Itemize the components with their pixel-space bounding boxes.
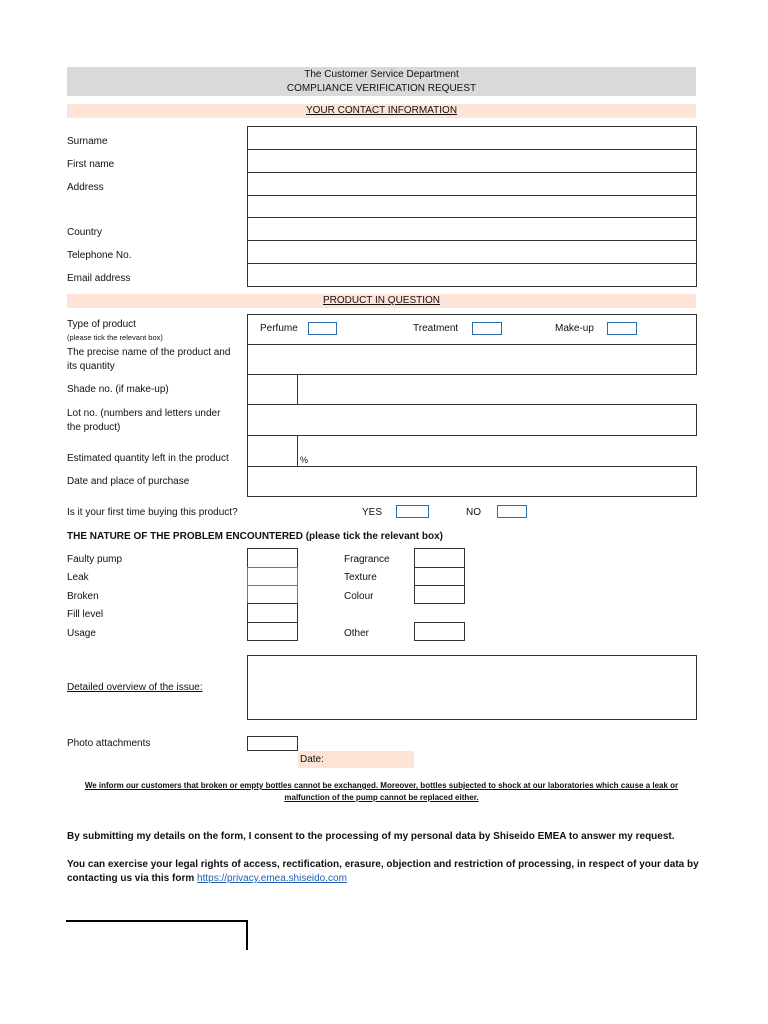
date-place-label: Date and place of purchase [67, 476, 190, 487]
country-field[interactable] [247, 217, 697, 241]
fill-level-label: Fill level [67, 609, 104, 620]
product-section-title: PRODUCT IN QUESTION [67, 294, 696, 308]
email-field[interactable] [247, 263, 697, 287]
surname-label: Surname [67, 136, 108, 147]
no-checkbox[interactable] [497, 505, 527, 518]
problem-section-title: THE NATURE OF THE PROBLEM ENCOUNTERED (please tick the relevant box) [67, 531, 443, 542]
address-field-line1[interactable] [247, 172, 697, 196]
email-label: Email address [67, 273, 131, 284]
address-label: Address [67, 182, 104, 193]
usage-checkbox[interactable] [247, 622, 298, 641]
precise-name-label-line2: its quantity [67, 361, 115, 372]
broken-label: Broken [67, 591, 99, 602]
consent-text: By submitting my details on the form, I consent to the processing of my personal data by Shiseido EMEA to answer my request. [67, 831, 675, 842]
leak-checkbox[interactable] [247, 567, 298, 586]
department-title: The Customer Service Department [304, 69, 459, 80]
other-checkbox[interactable] [414, 622, 465, 641]
footer-rule [66, 920, 247, 922]
contact-section-title: YOUR CONTACT INFORMATION [67, 104, 696, 118]
photo-label: Photo attachments [67, 738, 151, 749]
makeup-checkbox[interactable] [607, 322, 637, 335]
colour-checkbox[interactable] [414, 585, 465, 604]
treatment-label: Treatment [413, 323, 459, 334]
lot-field[interactable] [247, 404, 697, 436]
overview-field[interactable] [247, 655, 697, 720]
colour-label: Colour [344, 591, 374, 602]
date-label: Date: [300, 754, 324, 765]
texture-label: Texture [344, 572, 377, 583]
date-field[interactable] [298, 751, 414, 768]
fragrance-checkbox[interactable] [414, 548, 465, 568]
broken-checkbox[interactable] [247, 585, 298, 604]
treatment-checkbox[interactable] [472, 322, 502, 335]
rights-paragraph [67, 858, 699, 886]
telephone-label: Telephone No. [67, 250, 132, 261]
makeup-label: Make-up [555, 323, 594, 334]
faulty-pump-checkbox[interactable] [247, 548, 298, 568]
faulty-pump-label: Faulty pump [67, 554, 123, 565]
date-place-field[interactable] [247, 466, 697, 497]
first-name-field[interactable] [247, 149, 697, 173]
form-header [67, 67, 696, 96]
photo-attachment-field[interactable] [247, 736, 298, 751]
surname-field[interactable] [247, 126, 697, 150]
lot-label-line2: the product) [67, 422, 121, 433]
perfume-checkbox[interactable] [308, 322, 337, 335]
shade-field[interactable] [247, 374, 298, 405]
address-field-line2[interactable] [247, 195, 697, 218]
precise-name-label-line1: The precise name of the product and [67, 347, 231, 358]
product-type-hint: (please tick the relevant box) [67, 333, 163, 342]
telephone-field[interactable] [247, 240, 697, 264]
overview-label: Detailed overview of the issue: [67, 682, 203, 693]
precise-name-field[interactable] [247, 344, 697, 375]
no-label: NO [466, 507, 481, 518]
notice-line2: malfunction of the pump cannot be replaced either. [284, 793, 479, 802]
fill-level-checkbox[interactable] [247, 603, 298, 623]
leak-label: Leak [67, 572, 89, 583]
form-title: COMPLIANCE VERIFICATION REQUEST [286, 83, 477, 94]
footer-rule-vertical [246, 920, 248, 950]
privacy-link[interactable]: https://privacy.emea.shiseido.com [197, 873, 347, 884]
texture-checkbox[interactable] [414, 567, 465, 586]
first-time-label: Is it your first time buying this product? [67, 507, 238, 518]
yes-checkbox[interactable] [396, 505, 429, 518]
yes-label: YES [362, 507, 383, 518]
rights-text: You can exercise your legal rights of access, rectification, erasure, objection and restriction of processing, in respect of your data by contacting us via this form [67, 859, 699, 884]
lot-label-line1: Lot no. (numbers and letters under [67, 408, 221, 419]
perfume-label: Perfume [260, 323, 298, 334]
other-label: Other [344, 628, 370, 639]
estimated-quantity-label: Estimated quantity left in the product [67, 453, 229, 464]
percent-sign: % [300, 455, 309, 465]
first-name-label: First name [67, 159, 115, 170]
notice-line1: We inform our customers that broken or empty bottles cannot be exchanged. Moreover, bottles subjected to shock at our laboratories which cause a leak or [84, 781, 679, 790]
product-type-label: Type of product [67, 319, 136, 330]
estimated-quantity-field[interactable] [247, 435, 298, 467]
country-label: Country [67, 227, 103, 238]
usage-label: Usage [67, 628, 96, 639]
shade-label: Shade no. (if make-up) [67, 384, 169, 395]
fragrance-label: Fragrance [344, 554, 390, 565]
